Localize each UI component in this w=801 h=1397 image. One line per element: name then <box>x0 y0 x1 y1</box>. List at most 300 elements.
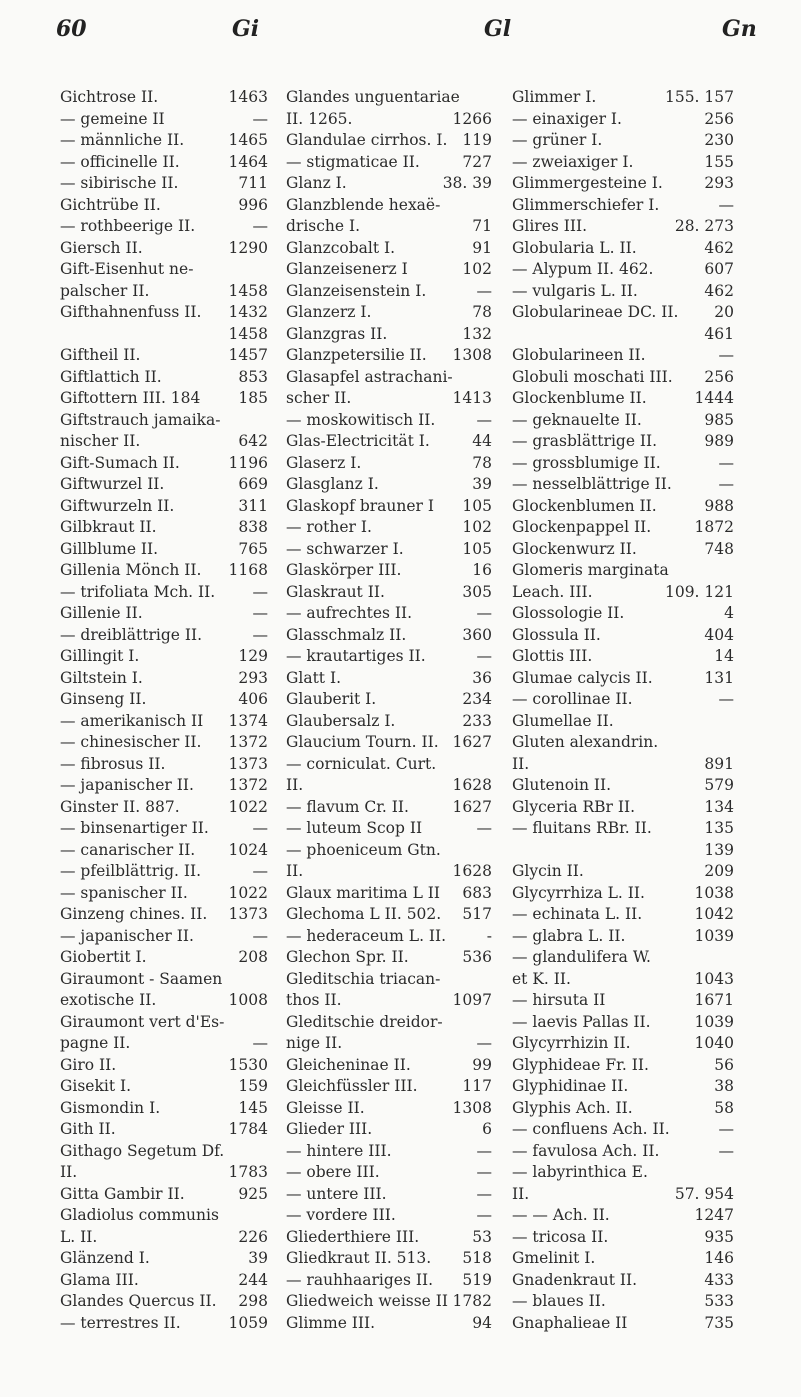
entry-term: — binsenartiger II. <box>60 819 209 837</box>
index-entry <box>60 689 268 711</box>
index-entry <box>512 431 734 453</box>
entry-term: Glycin II. <box>512 862 584 880</box>
entry-term: Glanz I. <box>286 174 347 192</box>
page-header <box>0 0 801 60</box>
index-entry <box>286 216 492 238</box>
entry-term: Gillenie II. <box>60 604 143 622</box>
index-entry <box>512 496 734 518</box>
index-entry <box>60 775 268 797</box>
index-entry <box>60 1033 268 1055</box>
index-entry <box>60 388 268 410</box>
entry-page-ref: 1247 <box>694 1206 734 1224</box>
entry-page-ref: — <box>476 647 492 665</box>
index-entry <box>286 130 492 152</box>
index-entry <box>512 926 734 948</box>
index-entry <box>286 1141 492 1163</box>
index-entry <box>286 1162 492 1184</box>
entry-page-ref: 1530 <box>228 1055 268 1074</box>
index-entry <box>286 152 492 174</box>
entry-term: Gift-Eisenhut ne- <box>60 260 194 278</box>
entry-page-ref: 1457 <box>228 346 268 364</box>
entry-page-ref: 38. 39 <box>442 174 492 192</box>
entry-page-ref: 78 <box>472 303 492 321</box>
entry-page-ref: 925 <box>238 1184 268 1203</box>
index-entry <box>512 668 734 690</box>
entry-term: exotische II. <box>60 991 157 1009</box>
index-entry <box>286 603 492 625</box>
index-entry <box>512 324 734 346</box>
entry-term: — japanischer II. <box>60 926 194 945</box>
index-entry <box>286 238 492 260</box>
entry-page-ref: 109. 121 <box>664 582 734 601</box>
index-entry <box>512 1076 734 1098</box>
entry-term: Glasapfel astrachani- <box>286 367 453 386</box>
index-entry <box>60 668 268 690</box>
entry-term: Giro II. <box>60 1055 117 1074</box>
index-entry <box>60 861 268 883</box>
entry-term: Gitta Gambir II. <box>60 1184 185 1203</box>
index-entry <box>512 990 734 1012</box>
entry-term: Giobertit I. <box>60 948 147 966</box>
entry-page-ref: 1039 <box>694 926 734 945</box>
index-entry <box>60 1291 268 1313</box>
entry-term: Glasglanz I. <box>286 475 379 493</box>
index-entry <box>286 646 492 668</box>
index-entry <box>512 410 734 432</box>
entry-page-ref: 131 <box>704 668 734 687</box>
entry-page-ref: 853 <box>238 367 268 386</box>
index-entry <box>286 668 492 690</box>
index-entry <box>60 238 268 260</box>
entry-page-ref: 293 <box>238 668 268 687</box>
entry-page-ref: 6 <box>482 1120 492 1138</box>
entry-page-ref: 36 <box>472 668 492 687</box>
index-entry <box>512 560 734 582</box>
index-entry <box>512 345 734 367</box>
index-entry <box>512 582 734 604</box>
entry-page-ref: 305 <box>462 582 492 601</box>
entry-term: Leach. III. <box>512 582 593 601</box>
index-entry <box>60 1119 268 1141</box>
entry-term: Glycyrrhiza L. II. <box>512 883 645 902</box>
index-entry <box>286 1313 492 1335</box>
entry-page-ref: 735 <box>704 1313 734 1332</box>
entry-term: Gichtrose II. <box>60 88 159 106</box>
entry-page-ref: 765 <box>238 539 268 558</box>
entry-term: — trifoliata Mch. II. <box>60 582 216 601</box>
entry-term: — krautartiges II. <box>286 647 426 665</box>
entry-term: — fibrosus II. <box>60 754 166 773</box>
entry-term: — hederaceum L. II. <box>286 926 447 945</box>
entry-term: — chinesischer II. <box>60 733 202 751</box>
index-entry <box>512 1055 734 1077</box>
entry-page-ref: 99 <box>472 1055 492 1074</box>
entry-term: — phoeniceum Gtn. <box>286 840 441 859</box>
entry-page-ref: 1464 <box>228 152 268 171</box>
entry-term: Gleisse II. <box>286 1098 365 1117</box>
entry-term: Glandes unguentariae <box>286 88 460 106</box>
index-entry <box>60 926 268 948</box>
index-entry <box>512 625 734 647</box>
entry-page-ref: 1042 <box>694 905 734 923</box>
entry-term: Glyphis Ach. II. <box>512 1098 633 1117</box>
index-entry <box>286 1033 492 1055</box>
index-entry <box>286 1012 492 1034</box>
entry-term: — hintere III. <box>286 1141 392 1160</box>
index-entry <box>286 883 492 905</box>
entry-term: Glossologie II. <box>512 604 625 622</box>
entry-term: Glumellae II. <box>512 711 614 730</box>
entry-page-ref: 1308 <box>452 346 492 364</box>
index-entry <box>512 367 734 389</box>
entry-term: Glyphidinae II. <box>512 1077 629 1095</box>
index-entry <box>60 646 268 668</box>
entry-page-ref: 1168 <box>228 561 268 579</box>
entry-page-ref: — <box>476 819 492 837</box>
entry-term: Gillenia Mönch II. <box>60 561 202 579</box>
entry-term: — grossblumige II. <box>512 453 661 472</box>
index-entry <box>286 281 492 303</box>
entry-page-ref: 935 <box>704 1227 734 1246</box>
entry-page-ref: 159 <box>238 1077 268 1095</box>
index-entry <box>286 388 492 410</box>
index-entry <box>286 431 492 453</box>
entry-page-ref: — <box>252 926 268 945</box>
entry-term: Gleicheninae II. <box>286 1055 411 1074</box>
index-entry <box>286 1291 492 1313</box>
entry-term: Glyceria RBr II. <box>512 797 636 816</box>
index-entry <box>286 259 492 281</box>
index-entry <box>60 302 268 324</box>
entry-term: Giftottern III. 184 <box>60 389 201 407</box>
entry-page-ref: 461 <box>704 324 734 343</box>
entry-term: Glaserz I. <box>286 453 362 472</box>
entry-term: — confluens Ach. II. <box>512 1120 670 1138</box>
entry-term: — rother I. <box>286 518 372 536</box>
index-entry <box>60 1248 268 1270</box>
entry-term: — glandulifera W. <box>512 948 651 966</box>
entry-term: — geknauelte II. <box>512 410 642 429</box>
entry-page-ref: — <box>252 217 268 235</box>
index-entry <box>60 1184 268 1206</box>
index-entry <box>286 775 492 797</box>
entry-page-ref: 1458 <box>228 324 268 343</box>
entry-page-ref: 1671 <box>694 991 734 1009</box>
entry-page-ref: 891 <box>704 754 734 773</box>
entry-page-ref: 462 <box>704 238 734 257</box>
entry-page-ref: 1059 <box>228 1313 268 1332</box>
entry-page-ref: — <box>718 1120 734 1138</box>
entry-page-ref: 102 <box>462 518 492 536</box>
entry-term: — fluitans RBr. II. <box>512 819 652 837</box>
entry-page-ref: 1038 <box>694 883 734 902</box>
entry-term: II. <box>512 754 530 773</box>
index-entry <box>60 1162 268 1184</box>
index-entry <box>60 109 268 131</box>
entry-page-ref: 1022 <box>228 883 268 902</box>
index-entry <box>60 1313 268 1335</box>
entry-term: — corollinae II. <box>512 690 633 708</box>
index-entry <box>286 474 492 496</box>
entry-page-ref: 311 <box>238 496 268 515</box>
index-entry <box>60 87 268 109</box>
entry-page-ref: 1628 <box>452 776 492 794</box>
entry-page-ref: 226 <box>238 1227 268 1246</box>
entry-term: Glanzcobalt I. <box>286 238 396 257</box>
index-entry <box>286 87 492 109</box>
index-entry <box>60 1012 268 1034</box>
index-entry <box>60 367 268 389</box>
index-entry <box>60 732 268 754</box>
entry-term: Glockenblume II. <box>512 389 647 407</box>
entry-term: Giraumont vert d'Es- <box>60 1012 225 1031</box>
entry-term: — rauhhaariges II. <box>286 1270 434 1289</box>
index-entry <box>512 1012 734 1034</box>
index-entry <box>512 152 734 174</box>
index-entry <box>60 345 268 367</box>
entry-page-ref: 234 <box>462 690 492 708</box>
index-entry <box>512 259 734 281</box>
entry-page-ref: — <box>252 604 268 622</box>
entry-page-ref: 406 <box>238 690 268 708</box>
entry-term: — einaxiger I. <box>512 109 622 128</box>
entry-page-ref: 105 <box>462 496 492 515</box>
entry-term: Glaskopf brauner I <box>286 496 435 515</box>
entry-term: — obere III. <box>286 1163 380 1181</box>
entry-page-ref: 683 <box>462 883 492 902</box>
index-entry <box>512 969 734 991</box>
entry-page-ref: 988 <box>704 496 734 515</box>
entry-term: Glaux maritima L II <box>286 883 441 902</box>
entry-term: Glaskraut II. <box>286 582 385 601</box>
entry-term: II. <box>286 862 304 880</box>
index-entry <box>512 517 734 539</box>
entry-page-ref: — <box>252 109 268 128</box>
index-entry <box>512 109 734 131</box>
entry-term: — echinata L. II. <box>512 905 643 923</box>
entry-term: — spanischer II. <box>60 883 188 902</box>
entry-page-ref: 233 <box>462 711 492 730</box>
entry-page-ref: — <box>476 604 492 622</box>
entry-page-ref: 1024 <box>228 840 268 859</box>
entry-page-ref: — <box>476 1034 492 1052</box>
entry-term: Glänzend I. <box>60 1249 150 1267</box>
entry-term: — zweiaxiger I. <box>512 152 634 171</box>
entry-page-ref: 56 <box>714 1055 734 1074</box>
entry-term: — untere III. <box>286 1184 387 1203</box>
index-entry <box>60 625 268 647</box>
entry-page-ref: 71 <box>472 217 492 235</box>
index-entry <box>286 1270 492 1292</box>
entry-page-ref: 58 <box>714 1098 734 1117</box>
index-entry <box>512 302 734 324</box>
entry-term: Glanzgras II. <box>286 324 388 343</box>
entry-term: — laevis Pallas II. <box>512 1012 651 1031</box>
entry-term: Glimme III. <box>286 1313 376 1332</box>
index-entry <box>512 87 734 109</box>
index-entry <box>512 453 734 475</box>
index-entry <box>512 1162 734 1184</box>
entry-page-ref: 1782 <box>452 1292 492 1310</box>
index-entry <box>60 818 268 840</box>
entry-page-ref: — <box>718 453 734 472</box>
entry-page-ref: 404 <box>704 625 734 644</box>
entry-term: — labyrinthica E. <box>512 1163 648 1181</box>
entry-term: Glanzpetersilie II. <box>286 346 427 364</box>
entry-term: Giftwurzel II. <box>60 475 165 493</box>
entry-term: Ginster II. 887. <box>60 797 180 816</box>
entry-term: — officinelle II. <box>60 152 180 171</box>
entry-page-ref: 44 <box>472 432 492 450</box>
index-entry <box>512 775 734 797</box>
index-entry <box>60 797 268 819</box>
index-entry <box>60 560 268 582</box>
index-entry <box>60 582 268 604</box>
entry-page-ref: 838 <box>238 518 268 536</box>
entry-page-ref: 1628 <box>452 862 492 880</box>
entry-page-ref: 145 <box>238 1098 268 1117</box>
entry-page-ref: — <box>252 862 268 880</box>
entry-page-ref: — <box>476 410 492 429</box>
entry-term: — rothbeerige II. <box>60 217 196 235</box>
entry-term: Ginseng II. <box>60 690 147 708</box>
entry-term: Giltstein I. <box>60 668 143 687</box>
entry-page-ref: 94 <box>472 1313 492 1332</box>
index-entry <box>512 1270 734 1292</box>
entry-term: — nesselblättrige II. <box>512 475 672 493</box>
index-entry <box>286 797 492 819</box>
entry-term: Glechoma L II. 502. <box>286 905 442 923</box>
index-entry <box>286 818 492 840</box>
entry-term: — luteum Scop II <box>286 819 423 837</box>
index-entry <box>512 195 734 217</box>
index-entry <box>60 754 268 776</box>
entry-term: — tricosa II. <box>512 1227 609 1246</box>
index-entry <box>512 130 734 152</box>
index-entry <box>286 1055 492 1077</box>
index-entry <box>286 324 492 346</box>
entry-term: — blaues II. <box>512 1292 606 1310</box>
index-entry <box>286 367 492 389</box>
index-entry <box>512 646 734 668</box>
entry-term: Gillingit I. <box>60 647 140 665</box>
index-entry <box>512 1248 734 1270</box>
entry-term: — hirsuta II <box>512 991 606 1009</box>
entry-page-ref: 1196 <box>228 453 268 472</box>
entry-term: Globularineen II. <box>512 346 646 364</box>
entry-page-ref: — <box>718 195 734 214</box>
index-entry <box>60 1076 268 1098</box>
entry-term: Gmelinit I. <box>512 1249 596 1267</box>
entry-page-ref: 748 <box>704 539 734 558</box>
index-entry <box>286 109 492 131</box>
entry-page-ref: 102 <box>462 260 492 278</box>
entry-term: Glasschmalz II. <box>286 625 407 644</box>
running-head-left: Gi <box>232 16 260 42</box>
entry-term: — moskowitisch II. <box>286 410 436 429</box>
entry-term: Glottis III. <box>512 647 593 665</box>
index-entry <box>286 926 492 948</box>
entry-term: Glechon Spr. II. <box>286 948 409 966</box>
entry-page-ref: — <box>718 346 734 364</box>
entry-term: palscher II. <box>60 281 150 300</box>
index-entry <box>286 582 492 604</box>
index-entry <box>512 689 734 711</box>
entry-term: — amerikanisch II <box>60 711 204 730</box>
entry-term: Glandes Quercus II. <box>60 1292 217 1310</box>
index-entry <box>286 732 492 754</box>
entry-page-ref: 105 <box>462 539 492 558</box>
entry-page-ref: 53 <box>472 1227 492 1246</box>
entry-term: Glutenoin II. <box>512 776 612 794</box>
index-entry <box>60 969 268 991</box>
entry-page-ref: 298 <box>238 1292 268 1310</box>
index-entry <box>512 1184 734 1206</box>
entry-term: Gnadenkraut II. <box>512 1270 638 1289</box>
entry-page-ref: 1043 <box>694 969 734 988</box>
entry-term: Gismondin I. <box>60 1098 161 1117</box>
index-entry <box>60 947 268 969</box>
entry-page-ref: 16 <box>472 561 492 579</box>
entry-term: pagne II. <box>60 1034 131 1052</box>
index-entry <box>286 1205 492 1227</box>
index-entry <box>60 474 268 496</box>
index-entry <box>512 818 734 840</box>
entry-term: Glanzeisenstein I. <box>286 281 427 300</box>
index-entry <box>60 496 268 518</box>
entry-term: Gleditschie dreidor- <box>286 1012 443 1031</box>
index-entry <box>60 1141 268 1163</box>
entry-page-ref: 1372 <box>228 776 268 794</box>
entry-term: Giftheil II. <box>60 346 141 364</box>
entry-page-ref: 244 <box>238 1270 268 1289</box>
entry-page-ref: — <box>718 1141 734 1160</box>
entry-term: Giersch II. <box>60 238 143 257</box>
index-entry <box>512 754 734 776</box>
index-entry <box>60 539 268 561</box>
entry-page-ref: 669 <box>238 475 268 493</box>
index-entry <box>60 840 268 862</box>
entry-term: Glas-Electricität I. <box>286 432 430 450</box>
entry-page-ref: 433 <box>704 1270 734 1289</box>
entry-page-ref: 230 <box>704 131 734 149</box>
index-entry <box>512 861 734 883</box>
entry-page-ref: 536 <box>462 948 492 966</box>
entry-page-ref: 1444 <box>694 389 734 407</box>
entry-page-ref: — <box>252 625 268 644</box>
entry-term: — vulgaris L. II. <box>512 281 638 300</box>
entry-page-ref: 711 <box>238 174 268 192</box>
entry-term: Glama III. <box>60 1270 139 1289</box>
index-entry <box>512 1098 734 1120</box>
entry-term: Glomeris marginata <box>512 561 669 579</box>
index-entry <box>60 152 268 174</box>
index-entry <box>286 410 492 432</box>
index-entry <box>286 1184 492 1206</box>
entry-page-ref: 1308 <box>452 1098 492 1117</box>
entry-term: Glumae calycis II. <box>512 668 653 687</box>
entry-term: Githago Segetum Df. <box>60 1141 225 1160</box>
entry-term: Gliederthiere III. <box>286 1227 420 1246</box>
entry-term: — stigmaticae II. <box>286 152 420 171</box>
index-entry <box>286 990 492 1012</box>
entry-term: Glauberit I. <box>286 690 377 708</box>
index-entry <box>60 711 268 733</box>
index-entry <box>60 1055 268 1077</box>
entry-term: — — Ach. II. <box>512 1206 610 1224</box>
entry-page-ref: 360 <box>462 625 492 644</box>
entry-page-ref: 1266 <box>452 109 492 128</box>
